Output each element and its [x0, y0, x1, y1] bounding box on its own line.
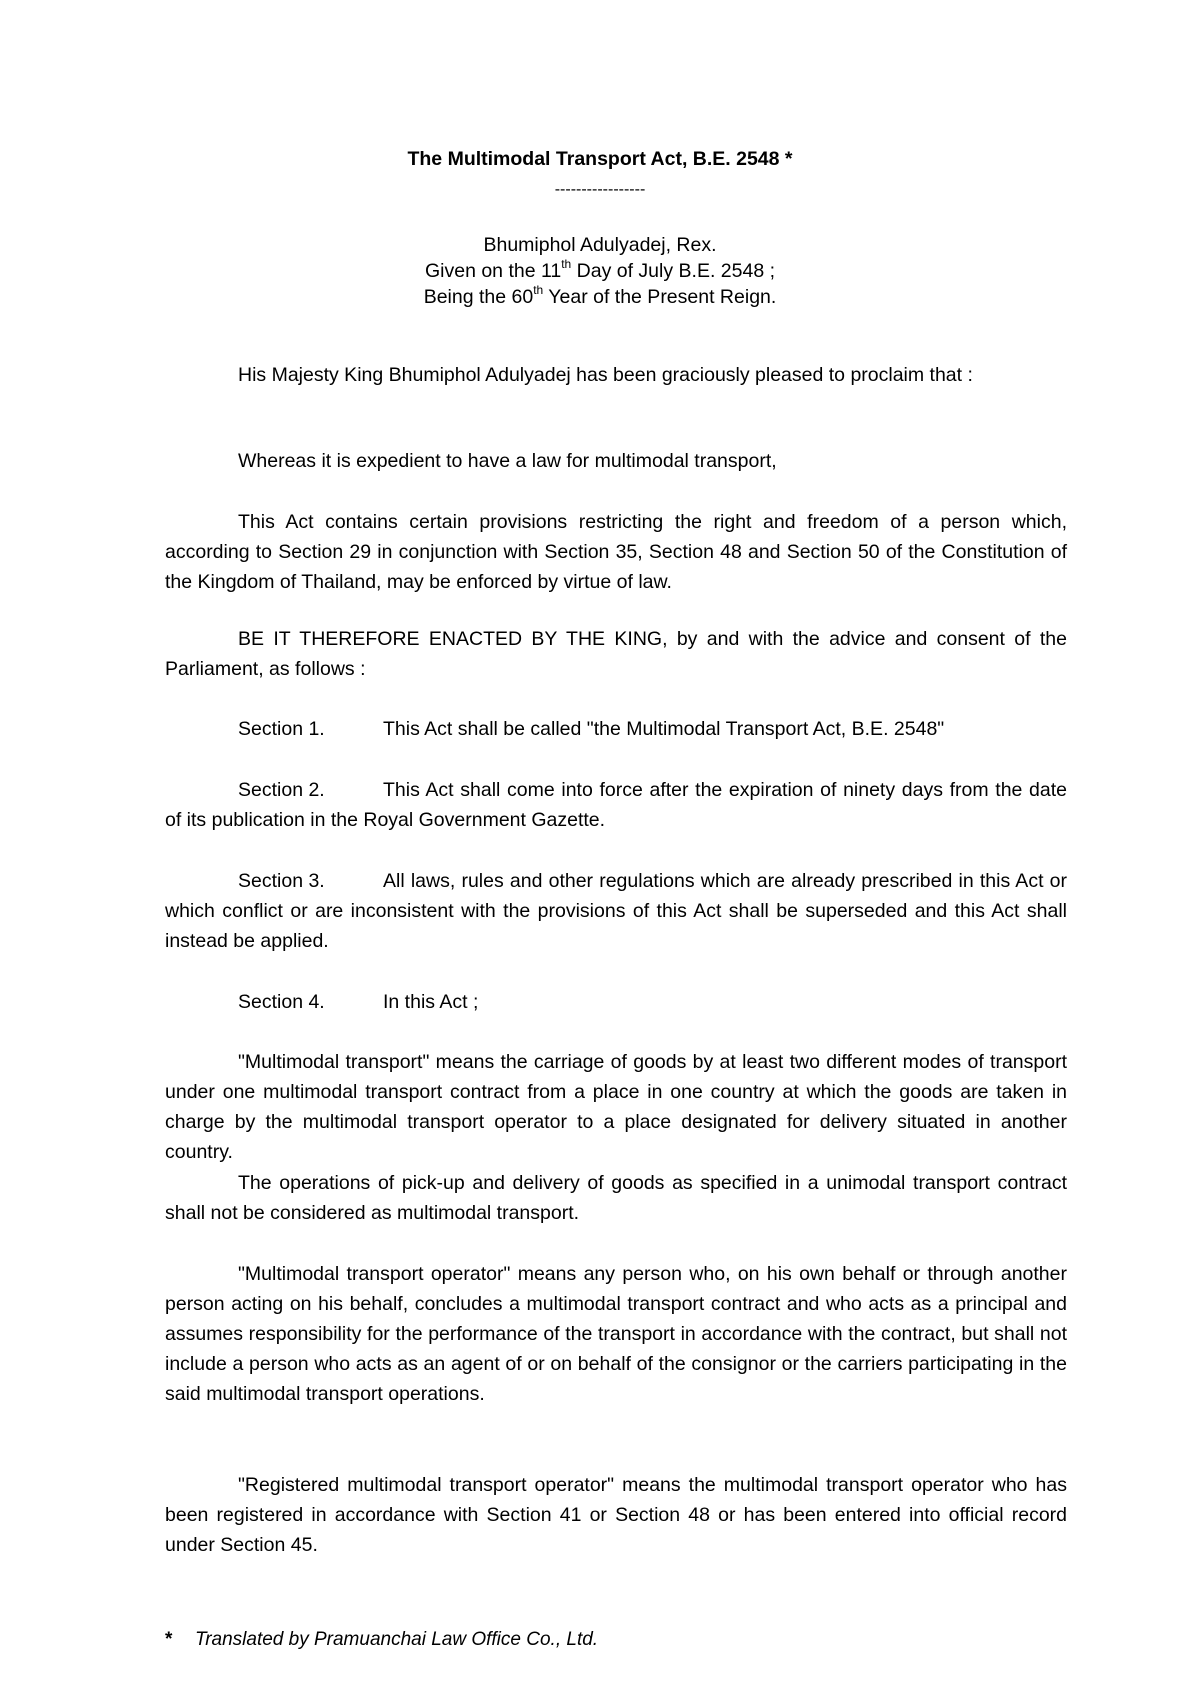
footnote	[165, 1629, 598, 1651]
proclamation-paragraph: His Majesty King Bhumiphol Adulyadej has been graciously pleased to proclaim that :	[238, 364, 973, 386]
king-name: Bhumiphol Adulyadej, Rex.	[483, 234, 717, 256]
section-label: Section 1.	[238, 718, 325, 740]
enacting-paragraph: BE IT THEREFORE ENACTED BY THE KING, by and with the advice and consent of the Parliament, as follows :	[165, 628, 1067, 680]
definition-operator: "Multimodal transport operator" means any person who, on his own behalf or through another person acting on his behalf, concludes a multimodal transport contract and who acts as a principal and assumes responsibility for the performance of the transport in accordance with the contract, but shall not include a person who acts as an agent of or on behalf of the consignor or the carriers participating in the said multimodal transport operations.	[165, 1263, 1067, 1405]
footnote-marker: *	[165, 1629, 173, 1650]
reign-year: Being the 60th Year of the Present Reign.	[423, 282, 777, 308]
royal-preamble	[0, 232, 1200, 310]
section-4: Section 4. In this Act ;	[165, 987, 1067, 1017]
title-divider: -----------------	[554, 181, 646, 198]
footnote-text: Translated by Pramuanchai Law Office Co., Ltd.	[195, 1629, 599, 1650]
section-label: Section 3.	[238, 870, 325, 892]
document-title: The Multimodal Transport Act, B.E. 2548 *	[407, 148, 793, 170]
section-label: Section 4.	[238, 991, 325, 1013]
section-label: Section 2.	[238, 779, 325, 801]
whereas-paragraph: Whereas it is expedient to have a law for multimodal transport,	[238, 450, 777, 472]
section-3: Section 3. All laws, rules and other regulations which are already prescribed in this Act or which conflict or are inconsistent with the provisions of this Act shall be superseded and this Act shall instead be applied.	[165, 866, 1067, 956]
definition-multimodal-transport: "Multimodal transport" means the carriage of goods by at least two different modes of transport under one multimodal transport contract from a place in one country at which the goods are taken in charge by the multimodal transport operator to a place designated for delivery situated in another country.	[165, 1051, 1067, 1163]
definition-registered-operator: "Registered multimodal transport operator" means the multimodal transport operator who has been registered in accordance with Section 41 or Section 48 or has been entered into official record under Section 45.	[165, 1474, 1067, 1556]
section-2: Section 2. This Act shall come into force after the expiration of ninety days from the date of its publication in the Royal Government Gazette.	[165, 775, 1067, 835]
section-1: Section 1. This Act shall be called "the Multimodal Transport Act, B.E. 2548"	[165, 714, 1067, 744]
restriction-paragraph: This Act contains certain provisions restricting the right and freedom of a person which, according to Section 29 in conjunction with Section 35, Section 48 and Section 50 of the Constitution of the Kingdom of Thailand, may be enforced by virtue of law.	[165, 511, 1067, 593]
definition-multimodal-transport-exclusion: The operations of pick-up and delivery of goods as specified in a unimodal transport contract shall not be considered as multimodal transport.	[165, 1172, 1067, 1224]
given-date: Given on the 11th Day of July B.E. 2548 ;	[424, 256, 776, 282]
